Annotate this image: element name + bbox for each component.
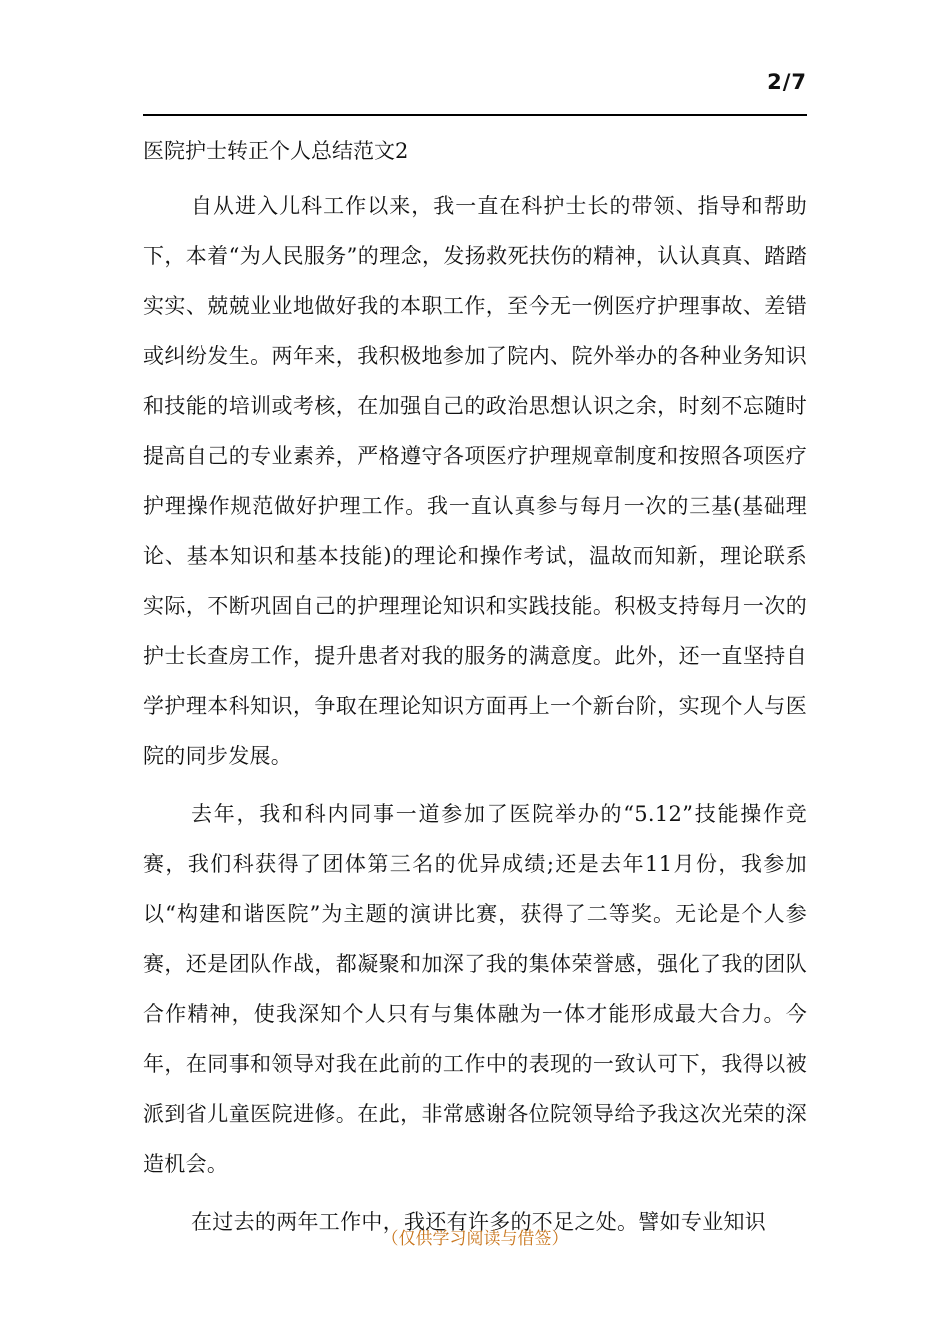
page-number: 2/7 (767, 70, 807, 94)
document-body (143, 133, 807, 1247)
footer-note: （仅供学习阅读与借签） (381, 1229, 569, 1249)
paragraph-achievements: 去年，我和科内同事一道参加了医院举办的“5.12”技能操作竞赛，我们科获得了团体第三名的优异成绩;还是去年11月份，我参加以“构建和谐医院”为主题的演讲比赛，获得了二等奖。无论是个人参赛，还是团队作战，都凝聚和加深了我的集体荣誉感，强化了我的团队合作精神，使我深知个人只有与集体融为一体才能形成最大合力。今年，在同事和领导对我在此前的工作中的表现的一致认可下，我得以被派到省儿童医院进修。在此，非常感谢各位院领导给予我这次光荣的深造机会。 (143, 802, 807, 1176)
paragraph-work-summary: 自从进入儿科工作以来，我一直在科护士长的带领、指导和帮助下，本着“为人民服务”的理念，发扬救死扶伤的精神，认认真真、踏踏实实、兢兢业业地做好我的本职工作，至今无一例医疗护理事故、差错或纠纷发生。两年来，我积极地参加了院内、院外举办的各种业务知识和技能的培训或考核，在加强自己的政治思想认识之余，时刻不忘随时提高自己的专业素养，严格遵守各项医疗护理规章制度和按照各项医疗护理操作规范做好护理工作。我一直认真参与每月一次的三基(基础理论、基本知识和基本技能)的理论和操作考试，温故而知新，理论联系实际，不断巩固自己的护理理论知识和实践技能。积极支持每月一次的护士长查房工作，提升患者对我的服务的满意度。此外，还一直坚持自学护理本科知识，争取在理论知识方面再上一个新台阶，实现个人与医院的同步发展。 (143, 194, 807, 768)
paragraph-shortcomings: 在过去的两年工作中，我还有许多的不足之处。譬如专业知识 (191, 1210, 767, 1234)
header-divider (143, 114, 807, 116)
document-title: 医院护士转正个人总结范文2 (143, 139, 409, 163)
